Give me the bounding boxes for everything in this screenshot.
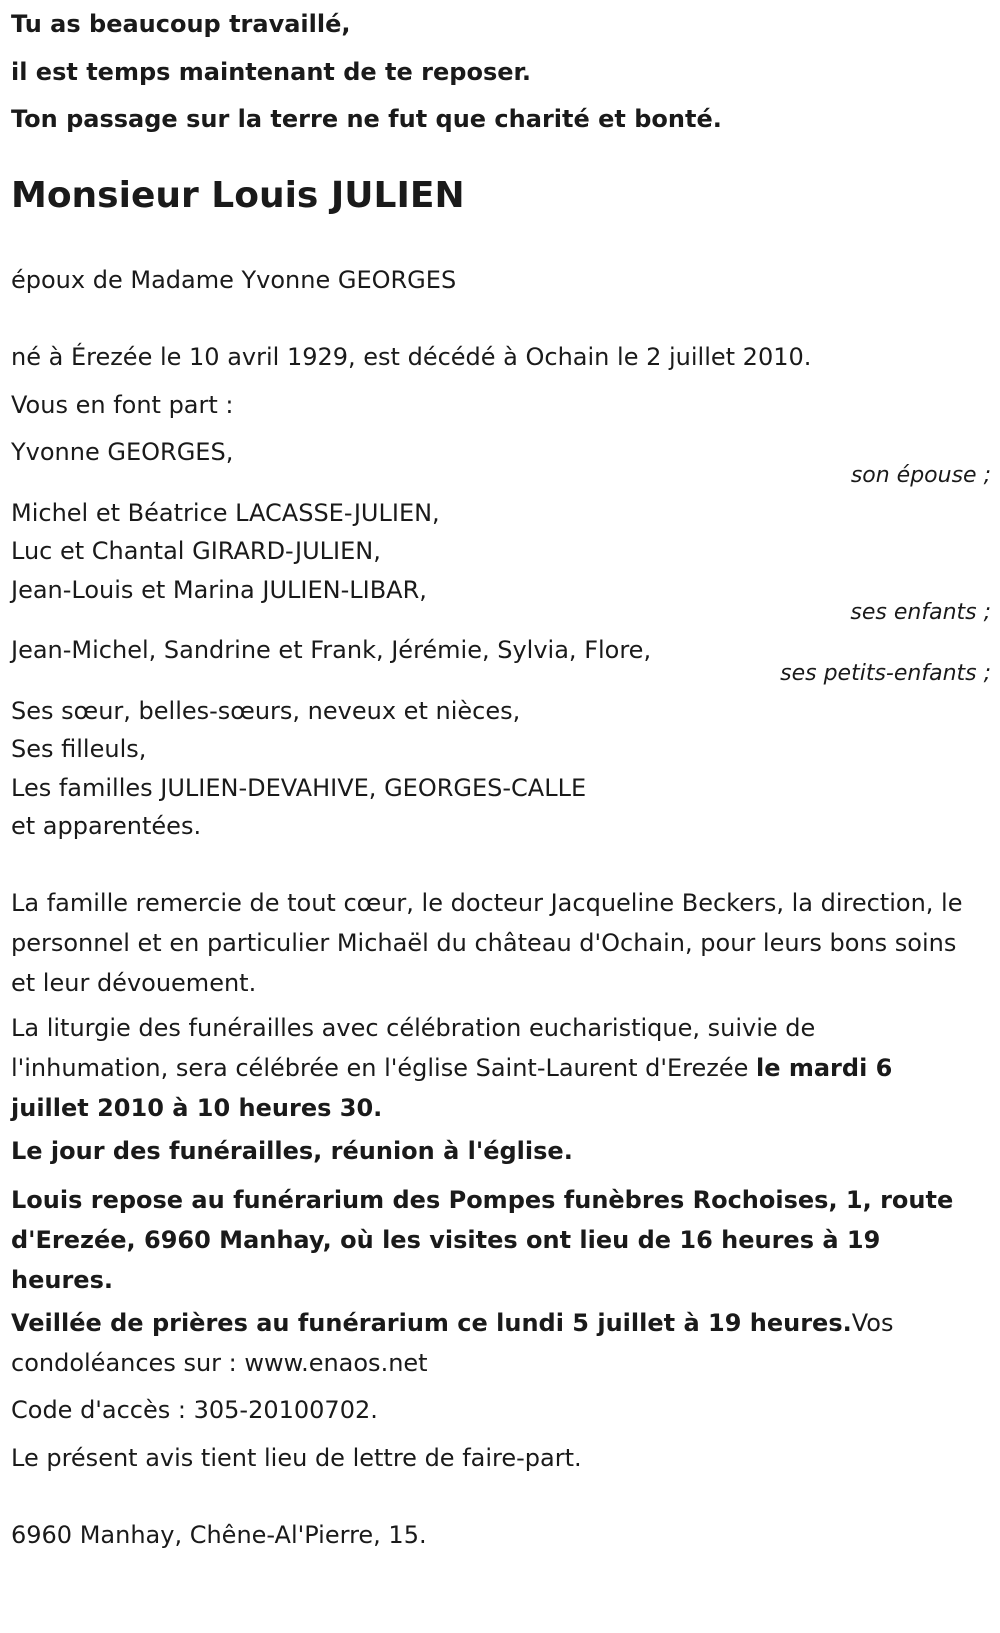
- liturgy-date: le mardi 6 juillet 2010 à 10 heures 30.: [11, 1054, 893, 1122]
- relatives-line: Ses sœur, belles-sœurs, neveux et nièces,: [11, 697, 521, 725]
- condolences-text: Vos condoléances sur : www.enaos.net: [11, 1309, 894, 1377]
- access-code: Code d'accès : 305-20100702.: [11, 1396, 378, 1424]
- vigil-paragraph: [11, 1303, 971, 1383]
- child-name: Jean-Louis et Marina JULIEN-LIBAR,: [11, 576, 427, 604]
- poem-line: Tu as beaucoup travaillé,: [11, 10, 351, 38]
- poem-line: il est temps maintenant de te reposer.: [11, 58, 532, 86]
- funeral-home-paragraph: Louis repose au funérarium des Pompes funèbres Rochoises, 1, route d'Erezée, 6960 Manhay, où les visites ont lieu de 16 heures à 19 heures.: [11, 1186, 954, 1294]
- children-role: ses enfants ;: [850, 600, 991, 625]
- thanks-paragraph: La famille remercie de tout cœur, le docteur Jacqueline Beckers, la direction, le personnel et en particulier Michaël du château d'Ochain, pour leurs bons soins et leur dévouement.: [11, 889, 963, 997]
- grandchildren-role: ses petits-enfants ;: [780, 661, 991, 686]
- birth-death-line: né à Érezée le 10 avril 1929, est décédé à Ochain le 2 juillet 2010.: [11, 343, 812, 371]
- child-name: Luc et Chantal GIRARD-JULIEN,: [11, 537, 381, 565]
- deceased-name: Monsieur Louis JULIEN: [11, 175, 465, 216]
- spouse-role: son épouse ;: [850, 463, 991, 488]
- relatives-line: et apparentées.: [11, 812, 202, 840]
- grandchildren-names: Jean-Michel, Sandrine et Frank, Jérémie, Sylvia, Flore,: [11, 636, 652, 664]
- vigil-bold: Veillée de prières au funérarium ce lundi 5 juillet à 19 heures.: [11, 1309, 852, 1337]
- relatives-line: Ses filleuls,: [11, 735, 147, 763]
- address-line: 6960 Manhay, Chêne-Al'Pierre, 15.: [11, 1521, 427, 1549]
- relatives-line: Les familles JULIEN-DEVAHIVE, GEORGES-CALLE: [11, 774, 587, 802]
- liturgy-paragraph: [11, 1008, 971, 1128]
- spouse-line: époux de Madame Yvonne GEORGES: [11, 266, 457, 294]
- spouse-name: Yvonne GEORGES,: [11, 438, 234, 466]
- notice-line: Le présent avis tient lieu de lettre de faire-part.: [11, 1444, 582, 1472]
- child-name: Michel et Béatrice LACASSE-JULIEN,: [11, 499, 440, 527]
- poem-line: Ton passage sur la terre ne fut que charité et bonté.: [11, 105, 722, 133]
- announce-line: Vous en font part :: [11, 391, 234, 419]
- liturgy-text: La liturgie des funérailles avec célébration eucharistique, suivie de l'inhumation, sera célébrée en l'église Saint-Laurent d'Erezée: [11, 1014, 816, 1082]
- meeting-line: Le jour des funérailles, réunion à l'église.: [11, 1137, 573, 1165]
